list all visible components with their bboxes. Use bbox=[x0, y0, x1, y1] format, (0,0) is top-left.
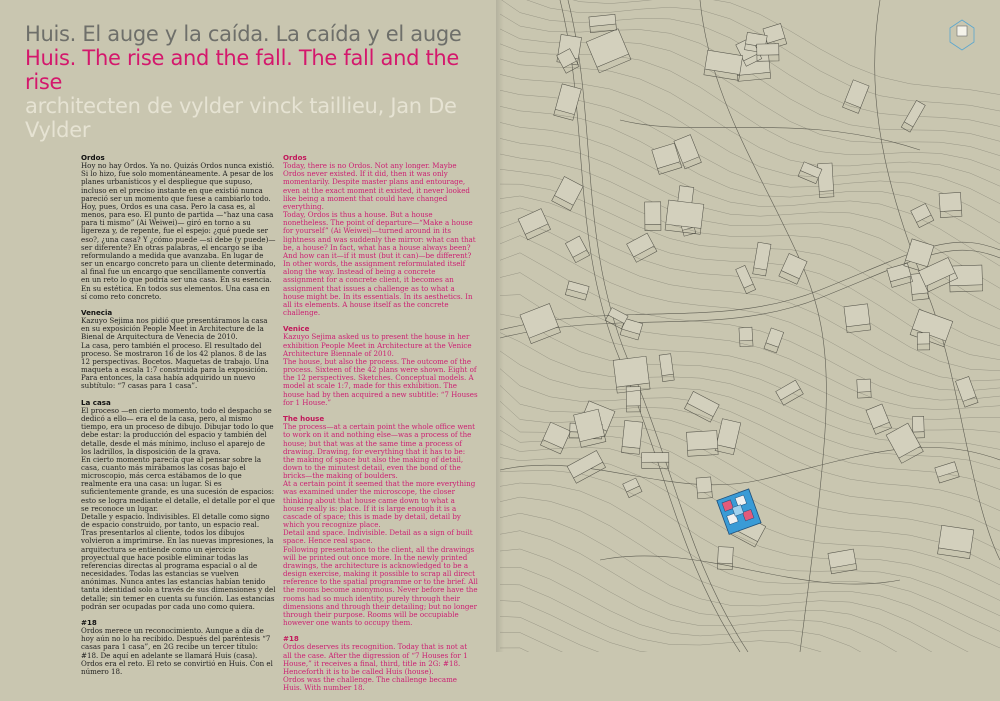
title-block bbox=[25, 22, 485, 142]
body-paragraph: Ordos deserves its recognition. Today that is not at all the case. After the digression of “7 Houses for 1 House,” it receives a final, third, title in 2G: #18. Henceforth it is to be called Huis (house). bbox=[283, 642, 468, 676]
authors-line: architecten de vylder vinck taillieu, Jan De Vylder bbox=[25, 94, 457, 142]
text-section bbox=[283, 415, 478, 627]
body-paragraph: The process—at a certain point the whole office went to work on it and nothing else—was a process of the house; but that was at the same time a process of drawing. Drawing, for everything that it has to be: the making of space but also the making of detail, down to the minutest detail, even the bond of the bricks—the making of boulders. bbox=[283, 422, 476, 481]
text-section bbox=[81, 309, 276, 391]
body-paragraph: En cierto momento parecía que al pensar sobre la casa, cuanto más mirábamos las cosas bajo el microscopio, más cerca estábamos de lo que realmente era una casa: un lugar. Si es suficientemente grande, es una sucesión de espacios: esto se logra mediante el detalle, el detalle por el que se reconoce un lugar. bbox=[81, 454, 275, 513]
body-paragraph: Kazuyo Sejima nos pidió que presentáramos la casa en su exposición People Meet in Architecture de la Bienal de Arquitectura de Venecia de 2010. bbox=[81, 316, 268, 342]
section-heading: La casa bbox=[81, 397, 111, 407]
body-paragraph: Detalle y espacio. Indivisibles. El detalle como signo de espacio construido, por tanto, un espacio real. bbox=[81, 511, 270, 530]
title-spanish: Huis. El auge y la caída. La caída y el auge bbox=[25, 22, 462, 46]
section-heading: Ordos bbox=[283, 153, 307, 162]
body-paragraph: La casa, pero también el proceso. El resultado del proceso. Se mostraron 16 de los 42 planos. 8 de las 12 perspectivas. Bocetos. Maquetas de trabajo. Una maqueta a escala 1:7 construida para la exposición. Para entonces, la casa había adquirido un nuevo subtítulo: “7 casas para 1 casa”. bbox=[81, 340, 269, 391]
section-heading: Ordos bbox=[81, 153, 105, 162]
title-english: Huis. The rise and the fall. The fall and the rise bbox=[25, 46, 460, 94]
body-paragraph: Hoy, pues, Ordos es una casa. Pero la casa es, al menos, para eso. El punto de partida —“haz una casa para ti mismo” (Ai Weiwei)— giró en torno a su ligereza y, de repente, fue el espejo: ¿qué puede ser eso?, ¿una casa? Y ¿cómo puede —si debe (y puede)— ser diferente? En otras palabras, el encargo se iba reformulando a medida que avanzaba. En lugar de ser un encargo concreto para un cliente determinado, al final fue un encargo que sencillamente convertía en un reto lo que podría ser una casa. En su esencia. En su estética. En todos sus elementos. Una casa en sí como reto concreto. bbox=[81, 201, 276, 301]
body-paragraph: The house, but also the process. The outcome of the process. Sixteen of the 42 plans were shown. Eight of the 12 perspectives. Sketches. Conceptual models. A model at scale 1:7, made for this exhibition. The house had by then acquired a new subtitle: “7 Houses for 1 House.” bbox=[283, 356, 478, 407]
english-column bbox=[283, 154, 478, 701]
text-section bbox=[283, 325, 478, 407]
body-paragraph: El proceso —en cierto momento, todo el despacho se dedicó a ello— era el de la casa, pero, al mismo tiempo, era un proceso de dibujo. Dibujar todo lo que debe estar: la producción del espacio y también del detalle, desde el más mínimo, incluso el aparejo de los ladrillos, la disposición de la grava. bbox=[81, 405, 274, 456]
body-paragraph: At a certain point it seemed that the more everything was examined under the microscope, the closer thinking about that house came down to what a house really is: place. If it is large enough it is a cascade of space; this is made by detail, detail by which you recognize place. bbox=[283, 479, 476, 530]
body-paragraph: Following presentation to the client, all the drawings will be printed out once more. In the newly printed drawings, the architecture is acknowledged to be a design exercise, making it possible to scrap all direct reference to the spatial programme or to the brief. All the rooms become anonymous. Never before have the rooms had so much identity, purely through their dimensions and through their detailing; but no longer through their purpose. Rooms will be occupiable however one wants to occupy them. bbox=[283, 544, 478, 627]
axonometric-mark-icon bbox=[950, 20, 974, 50]
body-paragraph: Tras presentarlos al cliente, todos los dibujos volvieron a imprimirse. En las nuevas impresiones, la arquitectura se entiende como un ejercicio proyectual que hace posible eliminar todas las referencias directas al programa espacial o al de necesidades. Todas las estancias se vuelven anónimas. Nunca antes las estancias habían tenido tanta identidad solo a través de sus dimensiones y del detalle; sin temer en cuenta su función. Las estancias podrán ser ocupadas por cada uno como quiera. bbox=[81, 528, 276, 611]
section-heading: #18 bbox=[81, 618, 97, 627]
body-paragraph: Ordos was the challenge. The challenge became Huis. With number 18. bbox=[283, 675, 457, 693]
body-paragraph: Ordos merece un reconocimiento. Aunque a día de hoy aún no lo ha recibido. Después del paréntesis “7 casas para 1 casa”, en 2G recibe un tercer título: #18. De aquí en adelante se llamará Huis (casa). bbox=[81, 626, 271, 660]
site-plan-drawing bbox=[500, 0, 1000, 652]
body-paragraph: Hoy no hay Ordos. Ya no. Quizás Ordos nunca existió. Si lo hizo, fue solo momentáneamente. A pesar de los planes urbanísticos y el despliegue que supuso, incluso en el preciso instante en que existió nunca pareció ser un momento que fuese a cambiarlo todo. bbox=[81, 161, 275, 203]
body-paragraph: Today, Ordos is thus a house. But a house nonetheless. The point of departure—“Make a house for yourself” (Ai Weiwei)—turned around in its lightness and was suddenly the mirror: what can that be, a house? In fact, what has a house always been? And how can it—if it must (but it can)—be different? In other words, the assignment reformulated itself along the way. Instead of being a concrete assignment for a concrete client, it becomes an assignment that issues a challenge as to what a house might be. In its essentials. In its aesthetics. In all its elements. A house itself as the concrete challenge. bbox=[283, 210, 476, 317]
body-paragraph: Today, there is no Ordos. Not any longer. Maybe Ordos never existed. If it did, then it was only momentarily. Despite master plans and entourage, even at the exact moment it existed, it never looked like being a moment that could have changed everything. bbox=[283, 161, 470, 211]
text-section bbox=[283, 635, 478, 692]
text-section bbox=[283, 154, 478, 317]
text-section bbox=[81, 619, 276, 676]
body-paragraph: Detail and space. Indivisible. Detail as a sign of built space. Hence real space. bbox=[283, 528, 473, 546]
section-heading: #18 bbox=[283, 634, 299, 644]
section-heading: The house bbox=[283, 414, 325, 424]
spanish-column bbox=[81, 154, 276, 684]
body-paragraph: Ordos era el reto. El reto se convirtió en Huis. Con el número 18. bbox=[81, 658, 273, 676]
text-section bbox=[81, 399, 276, 611]
section-heading: Venecia bbox=[81, 308, 113, 317]
text-section bbox=[81, 154, 276, 301]
body-paragraph: Kazuyo Sejima asked us to present the house in her exhibition People Meet in Architecture at the Venice Architecture Biennale of 2010. bbox=[283, 332, 472, 358]
section-heading: Venice bbox=[283, 324, 310, 334]
